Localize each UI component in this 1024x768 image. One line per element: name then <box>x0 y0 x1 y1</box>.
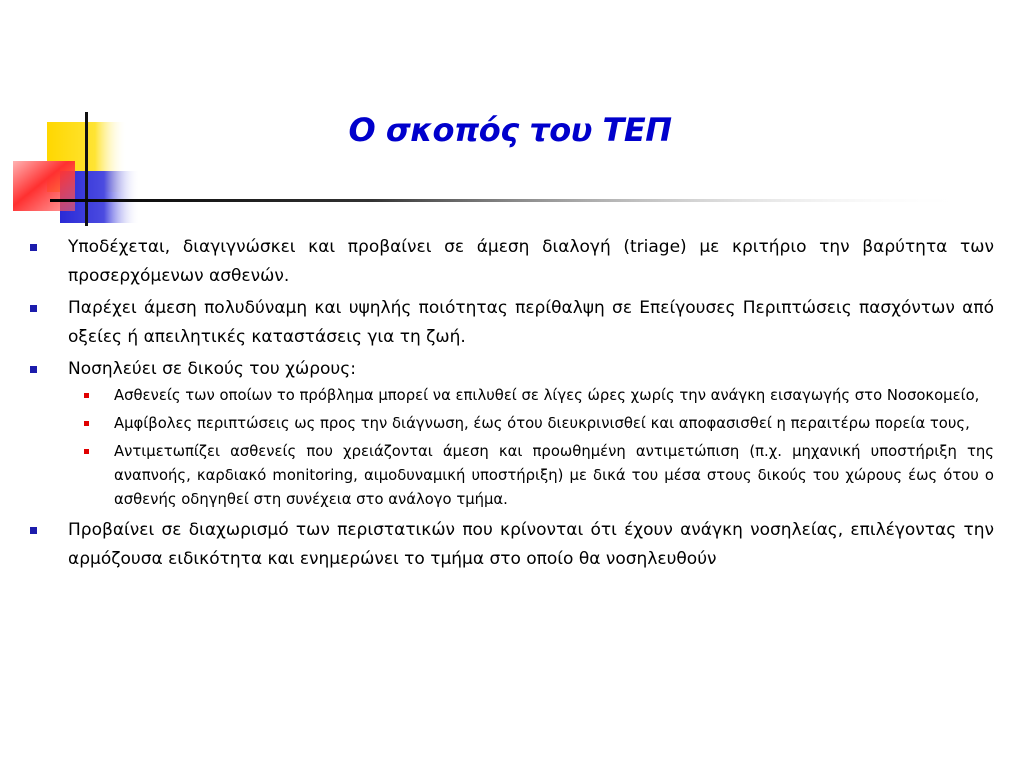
list-item <box>28 355 994 512</box>
red-square-bullet-icon <box>84 393 89 398</box>
page-title: Ο σκοπός του ΤΕΠ <box>348 111 672 149</box>
vertical-line <box>85 112 88 226</box>
list-item <box>28 294 994 352</box>
list-item-text: Παρέχει άμεση πολυδύναμη και υψηλής ποιότητας περίθαλψη σε Επείγουσες Περιπτώσεις πασχόντων από οξείες ή απειλητικές καταστάσεις για τη ζωή. <box>68 298 994 347</box>
square-bullet-icon <box>30 527 37 534</box>
sub-list-item <box>28 412 994 436</box>
bullet-list <box>28 233 994 577</box>
list-item-text: Υποδέχεται, διαγιγνώσκει και προβαίνει σε άμεση διαλογή (triage) με κριτήριο την βαρύτητα των προσερχόμενων ασθενών. <box>68 237 994 286</box>
list-item-text: Νοσηλεύει σε δικούς του χώρους: <box>68 359 356 379</box>
sub-list-item-text: Ασθενείς των οποίων το πρόβλημα μπορεί να επιλυθεί σε λίγες ώρες χωρίς την ανάγκη εισαγωγής στο Νοσοκομείο, <box>114 387 980 404</box>
list-item <box>28 516 994 574</box>
square-bullet-icon <box>30 366 37 373</box>
red-square-bullet-icon <box>84 421 89 426</box>
sub-list-item <box>28 384 994 408</box>
red-square-bullet-icon <box>84 449 89 454</box>
square-bullet-icon <box>30 305 37 312</box>
square-bullet-icon <box>30 244 37 251</box>
horizontal-line <box>50 199 970 202</box>
sub-list-item <box>28 440 994 512</box>
sub-list-item-text: Αμφίβολες περιπτώσεις ως προς την διάγνωση, έως ότου διευκρινισθεί και αποφασισθεί η περαιτέρω πορεία τους, <box>114 415 970 432</box>
red-square <box>13 161 75 211</box>
sub-list-item-text: Αντιμετωπίζει ασθενείς που χρειάζονται άμεση και προωθημένη αντιμετώπιση (π.χ. μηχανική υποστήριξη της αναπνοής, καρδιακό monitoring, αιμοδυναμική υποστήριξη) με δικά του μέσα στους δικούς του χώρους έως ότου ο ασθενής οδηγηθεί στη συνέχεια στο ανάλογο τμήμα. <box>114 443 994 508</box>
sub-bullet-list <box>68 384 994 512</box>
list-item-text: Προβαίνει σε διαχωρισμό των περιστατικών που κρίνονται ότι έχουν ανάγκη νοσηλείας, επιλέγοντας την αρμόζουσα ειδικότητα και ενημερώνει το τμήμα στο οποίο θα νοσηλευθούν <box>68 520 994 569</box>
list-item <box>28 233 994 291</box>
